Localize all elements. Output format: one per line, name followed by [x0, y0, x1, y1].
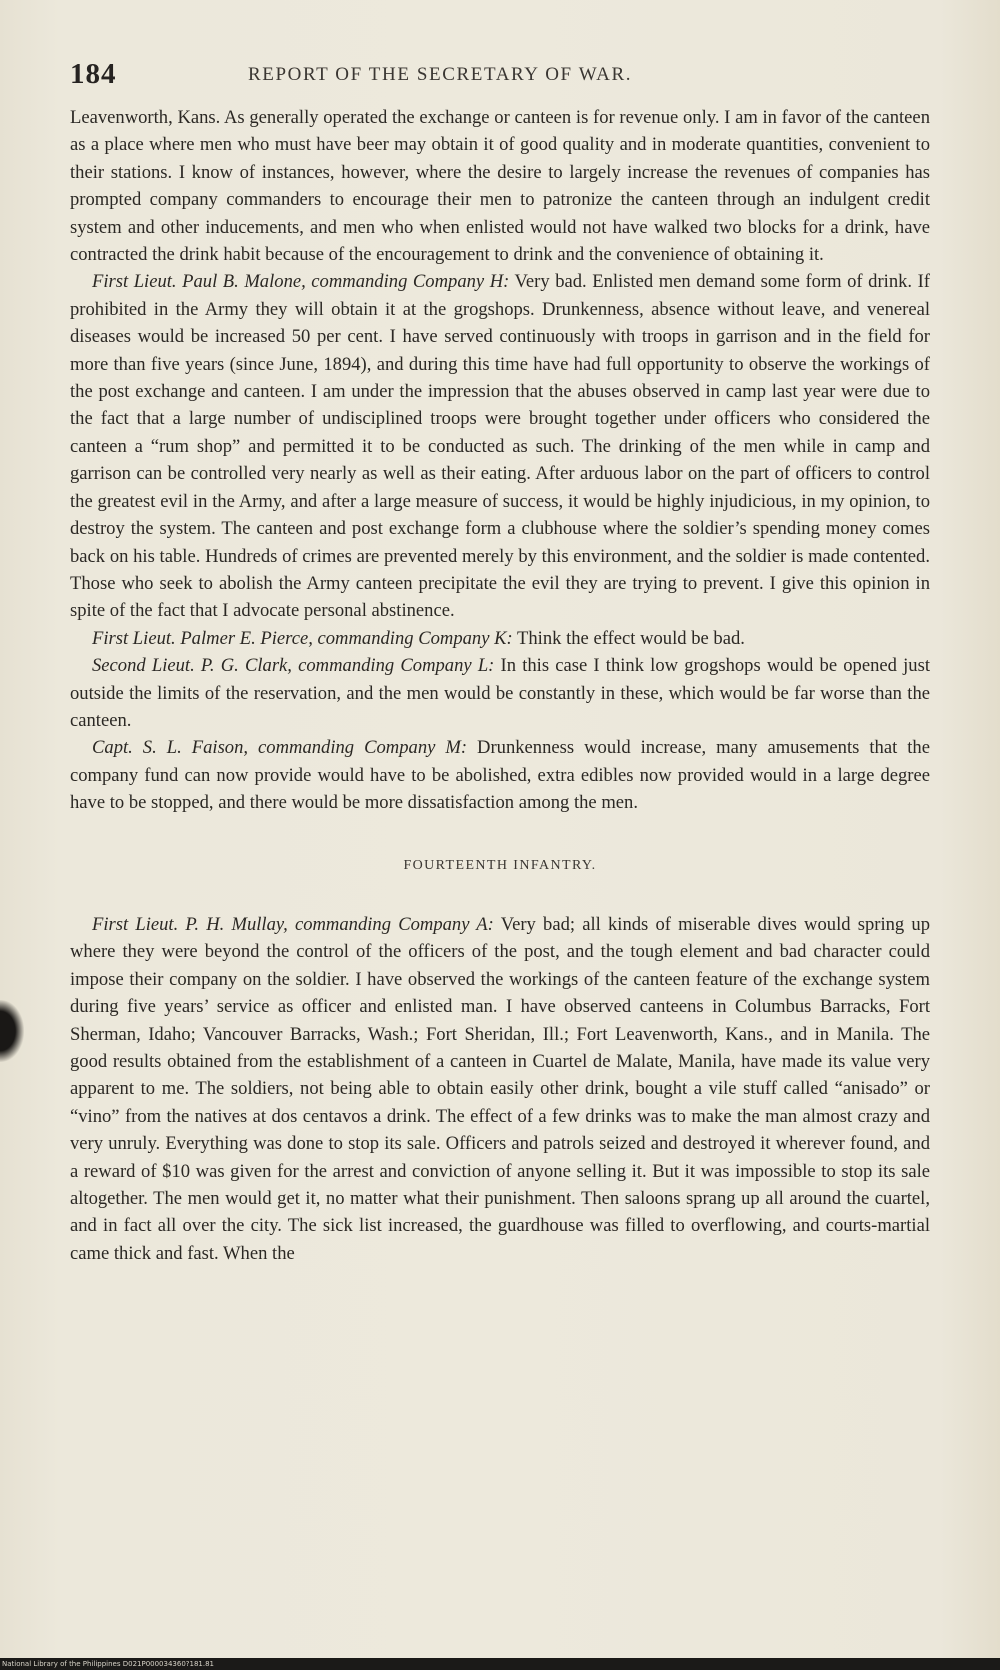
paragraph-text: Drunkenness would increase, many amusements that the company fund can now provide would have to be abolished, extra edibles now provided would in a large degree have to be stopped, and there would be more dissatisfaction among the men.	[70, 737, 930, 814]
officer-name: First Lieut. Palmer E. Pierce, commanding Company K:	[92, 627, 513, 649]
paragraph-text: Very bad. Enlisted men demand some form of drink. If prohibited in the Army they will obtain it at the grogshops. Drunkenness, absence without leave, and venereal diseases would be increased 50 per cent. I have served continuously with troops in garrison and in the field for more than five years (since June, 1894), and during this time have had full opportunity to observe the workings of the post exchange and canteen. I am under the impression that the abuses observed in camp last year were due to the fact that a large number of undisciplined troops were brought together under officers who considered the canteen a “rum shop” and permitted it to be conducted as such. The drinking of the men while in camp and garrison can be controlled very nearly as well as their eating. After arduous labor on the part of officers to control the greatest evil in the Army, and after a large measure of success, it would be highly injudicious, in my opinion, to destroy the system. The canteen and post exchange form a clubhouse where the soldier’s spending money comes back on his table. Hundreds of crimes are prevented merely by this environment, and the soldier is made contented. Those who seek to abolish the Army canteen precipitate the evil they are trying to prevent. I give this opinion in spite of the fact that I advocate personal abstinence.	[70, 271, 930, 622]
paragraph-pierce	[70, 625, 930, 652]
paragraph-malone	[70, 268, 930, 624]
paragraph-text: Think the effect would be bad.	[512, 627, 745, 649]
paragraph-faison	[70, 734, 930, 816]
running-head: REPORT OF THE SECRETARY OF WAR.	[248, 64, 633, 85]
paragraph-text: In this case I think low grogshops would be opened just outside the limits of the reservation, and the men would be constantly in these, which would be far worse than the canteen.	[70, 655, 930, 731]
paragraph-mullay	[70, 911, 930, 1267]
section-title: FOURTEENTH INFANTRY.	[403, 857, 597, 873]
paragraph-continuation	[70, 104, 930, 268]
paragraph-clark	[70, 652, 930, 734]
officer-name: Capt. S. L. Faison, commanding Company M:	[92, 737, 468, 759]
body-text	[70, 104, 930, 1267]
paragraph-text: Very bad; all kinds of miserable dives would spring up where they were beyond the control of the officers of the post, and the tough element and bad character could impose their company on the soldier. I have observed the workings of the canteen feature of the exchange system during five years’ service as officer and enlisted man. I have observed canteens in Columbus Barracks, Fort Sherman, Idaho; Vancouver Barracks, Wash.; Fort Sheridan, Ill.; Fort Leavenworth, Kans., and in Manila. The good results obtained from the establishment of a canteen in Cuartel de Malate, Manila, have made its value very apparent to me. The soldiers, not being able to obtain easily other drink, bought a vile stuff called “anisado” or “vino” from the natives at dos centavos a drink. The effect of a few drinks was to make the man almost crazy and very unruly. Everything was done to stop its sale. Officers and patrols seized and destroyed it wherever found, and a reward of $10 was given for the arrest and conviction of anyone selling it. But it was impossible to stop its sale altogether. The men would get it, no matter what their punishment. Then saloons sprang up all around the cuartel, and in fact all over the city. The sick list increased, the guardhouse was filled to overflowing, and courts-martial came thick and fast. When the	[70, 913, 930, 1264]
page-header	[70, 58, 930, 98]
officer-name: First Lieut. Paul B. Malone, commanding Company H:	[92, 271, 510, 293]
footer-source-label: National Library of the Philippines D021P000034360?181.81	[2, 1660, 214, 1668]
officer-name: First Lieut. P. H. Mullay, commanding Company A:	[92, 913, 494, 935]
binding-hole-mark	[0, 1000, 24, 1062]
paragraph-text: Leavenworth, Kans. As generally operated the exchange or canteen is for revenue only. I am in favor of the canteen as a place where men who must have beer may obtain it of good quality and in moderate quantities, convenient to their stations. I know of instances, however, where the desire to largely increase the revenues of companies has prompted company commanders to encourage their men to patronize the canteen through an indulgent credit system and other inducements, and men who when enlisted would not have walked two blocks for a drink, have contracted the drink habit because of the encouragement to drink and the convenience of obtaining it.	[70, 107, 930, 266]
officer-name: Second Lieut. P. G. Clark, commanding Company L:	[92, 655, 495, 677]
page-number: 184	[70, 58, 117, 90]
